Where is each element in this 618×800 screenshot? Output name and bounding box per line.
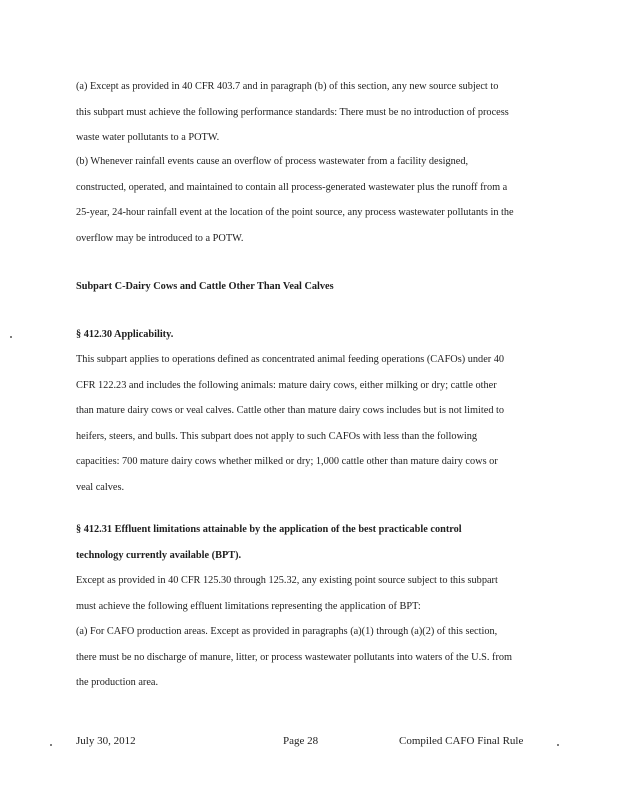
applicability-paragraph <box>76 353 546 507</box>
text-line: constructed, operated, and maintained to contain all process-generated wastewater plus the runoff from a <box>76 181 508 193</box>
text-line: capacities: 700 mature dairy cows whether milked or dry; 1,000 cattle other than mature dairy cows or <box>76 456 498 468</box>
text-line: veal calves. <box>76 481 125 493</box>
text-line: than mature dairy cows or veal calves. Cattle other than mature dairy cows includes but is not limited to <box>76 405 505 417</box>
text-line: (b) Whenever rainfall events cause an overflow of process wastewater from a facility designed, <box>76 156 469 167</box>
effluent-item-a <box>76 625 546 702</box>
text-line: CFR 122.23 and includes the following animals: mature dairy cows, either milking or dry; cattle other <box>76 379 497 391</box>
text-line: must achieve the following effluent limitations representing the application of BPT: <box>76 600 421 612</box>
text-line: (a) For CAFO production areas. Except as provided in paragraphs (a)(1) through (a)(2) of this section, <box>76 626 498 637</box>
effluent-heading <box>76 523 546 574</box>
heading-line: technology currently available (BPT). <box>76 549 242 561</box>
text-line: this subpart must achieve the following performance standards: There must be no introduction of process <box>76 106 509 118</box>
scan-speck <box>557 744 559 746</box>
paragraph-b <box>76 155 546 257</box>
footer-page-number: Page 28 <box>283 735 319 747</box>
text-line: heifers, steers, and bulls. This subpart does not apply to such CAFOs with less than the following <box>76 430 478 442</box>
text-line: Except as provided in 40 CFR 125.30 through 125.32, any existing point source subject to this subpart <box>76 575 498 586</box>
paragraph-a <box>76 80 546 157</box>
text-line: overflow may be introduced to a POTW. <box>76 232 244 244</box>
text-line: 25-year, 24-hour rainfall event at the location of the point source, any process wastewater pollutants in the <box>76 207 514 219</box>
effluent-intro <box>76 574 546 625</box>
footer-date: July 30, 2012 <box>76 735 136 747</box>
subpart-heading: Subpart C-Dairy Cows and Cattle Other Than Veal Calves <box>76 281 334 292</box>
applicability-heading: § 412.30 Applicability. <box>76 329 174 340</box>
text-line: (a) Except as provided in 40 CFR 403.7 and in paragraph (b) of this section, any new source subject to <box>76 81 499 92</box>
text-line: the production area. <box>76 677 159 689</box>
heading-line: § 412.31 Effluent limitations attainable by the application of the best practicable control <box>76 524 462 535</box>
text-line: there must be no discharge of manure, litter, or process wastewater pollutants into waters of the U.S. from <box>76 651 513 663</box>
scan-speck <box>10 336 12 338</box>
text-line: This subpart applies to operations defined as concentrated animal feeding operations (CAFOs) under 40 <box>76 354 505 365</box>
footer-document-title: Compiled CAFO Final Rule <box>399 735 524 747</box>
text-line: waste water pollutants to a POTW. <box>76 132 220 144</box>
scan-speck <box>50 744 52 746</box>
